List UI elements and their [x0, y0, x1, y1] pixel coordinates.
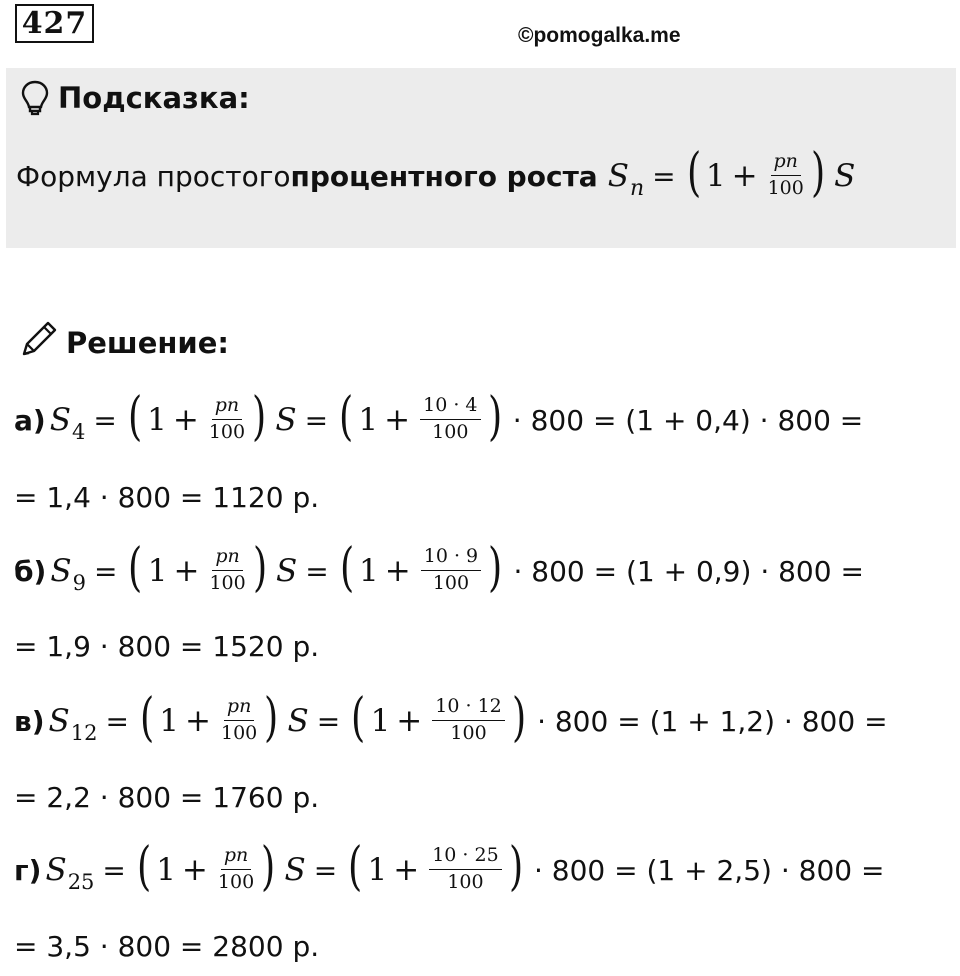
equals: =: [304, 403, 329, 437]
equals: =: [313, 853, 338, 887]
left-paren: (: [128, 538, 143, 598]
plus: +: [396, 703, 423, 739]
item-label: а): [14, 403, 46, 437]
left-paren: (: [339, 387, 354, 447]
left-paren: (: [351, 688, 366, 748]
right-paren: ): [511, 688, 527, 748]
equals: =: [305, 554, 329, 588]
fraction-general: $\frac{pn}{100}$: [208, 393, 246, 443]
fraction-general: $\frac{pn}{100}$: [209, 544, 246, 594]
left-paren: (: [339, 538, 355, 598]
equals: =: [102, 853, 126, 887]
sum-symbol: $S_4$: [49, 402, 86, 444]
plus: +: [384, 402, 411, 438]
fraction-given: $\frac{10 \cdot 9}{100}$: [421, 546, 481, 595]
plus: +: [173, 553, 200, 589]
one: 1: [147, 402, 167, 438]
sum-symbol: $S_{25}$: [45, 852, 95, 894]
formula-plus: +: [731, 158, 758, 194]
right-paren: ): [252, 538, 267, 598]
formula-tail: S: [834, 158, 856, 194]
one: 1: [358, 402, 379, 438]
fraction-general: $\frac{pn}{100}$: [220, 694, 258, 744]
one: 1: [156, 852, 176, 888]
hint-title: Подсказка:: [58, 81, 250, 115]
left-paren: (: [127, 387, 143, 447]
right-paren: ): [487, 387, 502, 447]
s-var: S: [284, 852, 306, 888]
solution-header: [18, 320, 229, 365]
plus: +: [172, 402, 199, 438]
left-paren: (: [348, 837, 363, 897]
formula-lhs: $S_n$: [607, 158, 645, 201]
one: 1: [359, 553, 379, 589]
right-paren: ): [252, 387, 267, 447]
item-label: г): [14, 853, 42, 887]
right-paren: ): [488, 538, 503, 598]
right-paren: ): [264, 688, 279, 748]
plus: +: [185, 703, 211, 739]
plus: +: [181, 852, 208, 888]
left-paren: (: [136, 837, 152, 897]
site-watermark: ©pomogalka.me: [518, 24, 681, 47]
plus: +: [393, 852, 420, 888]
solution-line-a2: = 1,4 · 800 = 1120 р.: [14, 480, 320, 514]
calc-tail: · 800 = (1 + 0,9) · 800 =: [513, 554, 864, 588]
solution-line-b2: = 1,9 · 800 = 1520 р.: [14, 629, 320, 663]
solution-line-a1: [14, 387, 864, 450]
equals: =: [316, 704, 341, 738]
hint-text: [16, 143, 856, 204]
fraction-given: $\frac{10 \cdot 25}{100}$: [429, 845, 501, 894]
right-paren: ): [810, 143, 826, 203]
calc-tail: · 800 = (1 + 1,2) · 800 =: [537, 704, 888, 738]
hint-text-bold: процентного роста: [290, 159, 598, 193]
plus: +: [384, 553, 411, 589]
one: 1: [370, 703, 391, 739]
hint-text-plain: Формула простого: [16, 159, 291, 193]
hint-panel: [6, 68, 956, 248]
lightbulb-icon: [20, 80, 50, 116]
one: 1: [147, 553, 168, 589]
solution-line-v2: = 2,2 · 800 = 1760 р.: [14, 780, 320, 814]
equals: =: [93, 554, 118, 588]
s-var: S: [276, 553, 298, 589]
one: 1: [159, 703, 179, 739]
solution-line-v1: [14, 688, 888, 751]
formula-fraction: $\frac{pn}{100}$: [767, 149, 804, 199]
left-paren: (: [140, 688, 155, 748]
fraction-given: $\frac{10 \cdot 4}{100}$: [420, 395, 480, 444]
s-var: S: [275, 402, 297, 438]
solution-line-g1: [14, 837, 885, 900]
sum-symbol: $S_{12}$: [48, 703, 98, 745]
s-var: S: [287, 703, 309, 739]
calc-tail: · 800 = (1 + 0,4) · 800 =: [512, 403, 864, 437]
right-paren: ): [261, 837, 276, 897]
left-paren: (: [686, 143, 701, 203]
solution-line-b1: [14, 538, 864, 601]
solution-line-g2: = 3,5 · 800 = 2800 р.: [14, 929, 320, 963]
hint-header: [20, 80, 250, 116]
solution-title: Решение:: [66, 325, 230, 360]
task-number: 427: [15, 4, 94, 43]
one: 1: [367, 852, 388, 888]
right-paren: ): [508, 837, 523, 897]
calc-tail: · 800 = (1 + 2,5) · 800 =: [533, 853, 885, 887]
item-label: в): [14, 704, 45, 738]
sum-symbol: $S_9$: [50, 553, 86, 595]
item-label: б): [14, 554, 47, 588]
fraction-general: $\frac{pn}{100}$: [217, 843, 255, 893]
fraction-given: $\frac{10 \cdot 12}{100}$: [432, 696, 504, 745]
equals: =: [105, 704, 129, 738]
formula-one: 1: [705, 158, 726, 194]
equals: =: [93, 403, 117, 437]
formula-eq: =: [652, 159, 676, 193]
pencil-icon: [18, 320, 58, 365]
